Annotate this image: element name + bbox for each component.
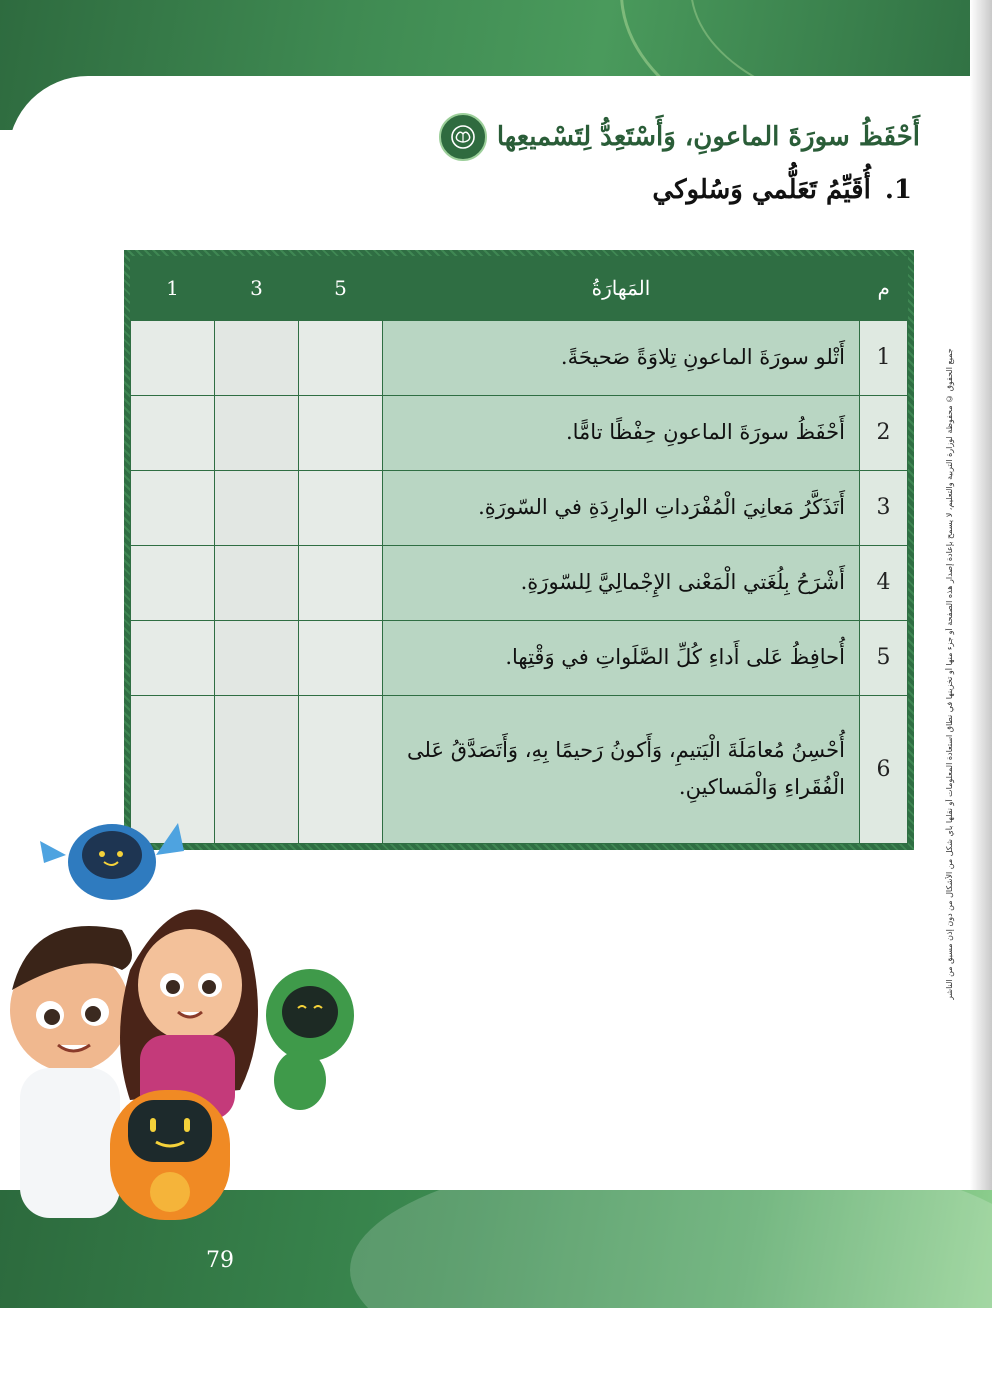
rating-cell-5[interactable] [299,470,383,545]
table-row [131,620,908,695]
table-header-row [131,256,908,321]
row-skill: أَحْفَظُ سورَةَ الماعونِ حِفْظًا تامًّا. [383,395,860,470]
orange-robot-icon [110,1090,230,1220]
rating-cell-5[interactable] [299,321,383,396]
brain-icon [439,113,487,161]
row-skill: أَتَذَكَّرُ مَعانِيَ الْمُفْرَداتِ الوارِدَةِ في السّورَةِ. [383,470,860,545]
rating-cell-3[interactable] [215,620,299,695]
row-index: 1 [860,321,908,396]
rating-cell-1[interactable] [131,395,215,470]
header-index: م [860,256,908,321]
rating-cell-5[interactable] [299,395,383,470]
table-row [131,545,908,620]
row-index: 4 [860,545,908,620]
row-skill: أَشْرَحُ بِلُغَتي الْمَعْنى الإِجْمالِيَّ لِلسّورَةِ. [383,545,860,620]
rating-cell-1[interactable] [131,620,215,695]
table-row [131,395,908,470]
table-row [131,470,908,545]
table-row [131,321,908,396]
row-index: 3 [860,470,908,545]
row-skill: أُحْسِنُ مُعامَلَةَ الْيَتيمِ، وَأَكونُ رَحيمًا بِهِ، وَأَتَصَدَّقُ عَلى الْفُقَراءِ وَالْمَساكينِ. [383,695,860,843]
rating-cell-5[interactable] [299,620,383,695]
row-index: 5 [860,620,908,695]
header-rate-5: 5 [299,256,383,321]
rating-cell-3[interactable] [215,545,299,620]
rating-cell-1[interactable] [131,470,215,545]
page-edge-shadow [970,0,992,1308]
header-rate-3: 3 [215,256,299,321]
row-index: 6 [860,695,908,843]
page-number: 79 [206,1248,234,1273]
rating-cell-3[interactable] [215,395,299,470]
copyright-notice: جميع الحقوق © محفوظة لوزارة التربية والتعليم، لا يسمح بإعادة إصدار هذه الصفحة أو جزء منها أو تخزينها في نطاق استعادة المعلومات أو نقلها بأي شكل من الأشكال من دون إذن مسبق من الناشر [945,348,954,1000]
self-assessment-table [124,250,914,850]
decorative-wave [350,1150,992,1390]
row-skill: أَتْلو سورَةَ الماعونِ تِلاوَةً صَحيحَةً. [383,321,860,396]
row-skill: أُحافِظُ عَلى أَداءِ كُلِّ الصَّلَواتِ في وَقْتِها. [383,620,860,695]
girl-character-icon [120,910,258,1121]
page-title: أَحْفَظُ سورَةَ الماعونِ، وَأَسْتَعِدُّ لِتَسْميعِها [496,122,920,152]
header-rate-1: 1 [131,256,215,321]
mascot-illustration [0,800,380,1220]
section-header [439,112,920,162]
rating-cell-1[interactable] [131,321,215,396]
blue-robot-icon [40,823,184,900]
section-number: 1. [884,175,912,205]
rating-cell-3[interactable] [215,470,299,545]
rating-cell-3[interactable] [215,321,299,396]
rating-cell-1[interactable] [131,545,215,620]
subtitle [652,175,912,205]
header-skill: المَهارَةُ [383,256,860,321]
green-robot-icon [266,969,354,1110]
section-heading: أُقَيِّمُ تَعَلُّمي وَسُلوكي [652,175,871,205]
row-index: 2 [860,395,908,470]
rating-cell-5[interactable] [299,545,383,620]
